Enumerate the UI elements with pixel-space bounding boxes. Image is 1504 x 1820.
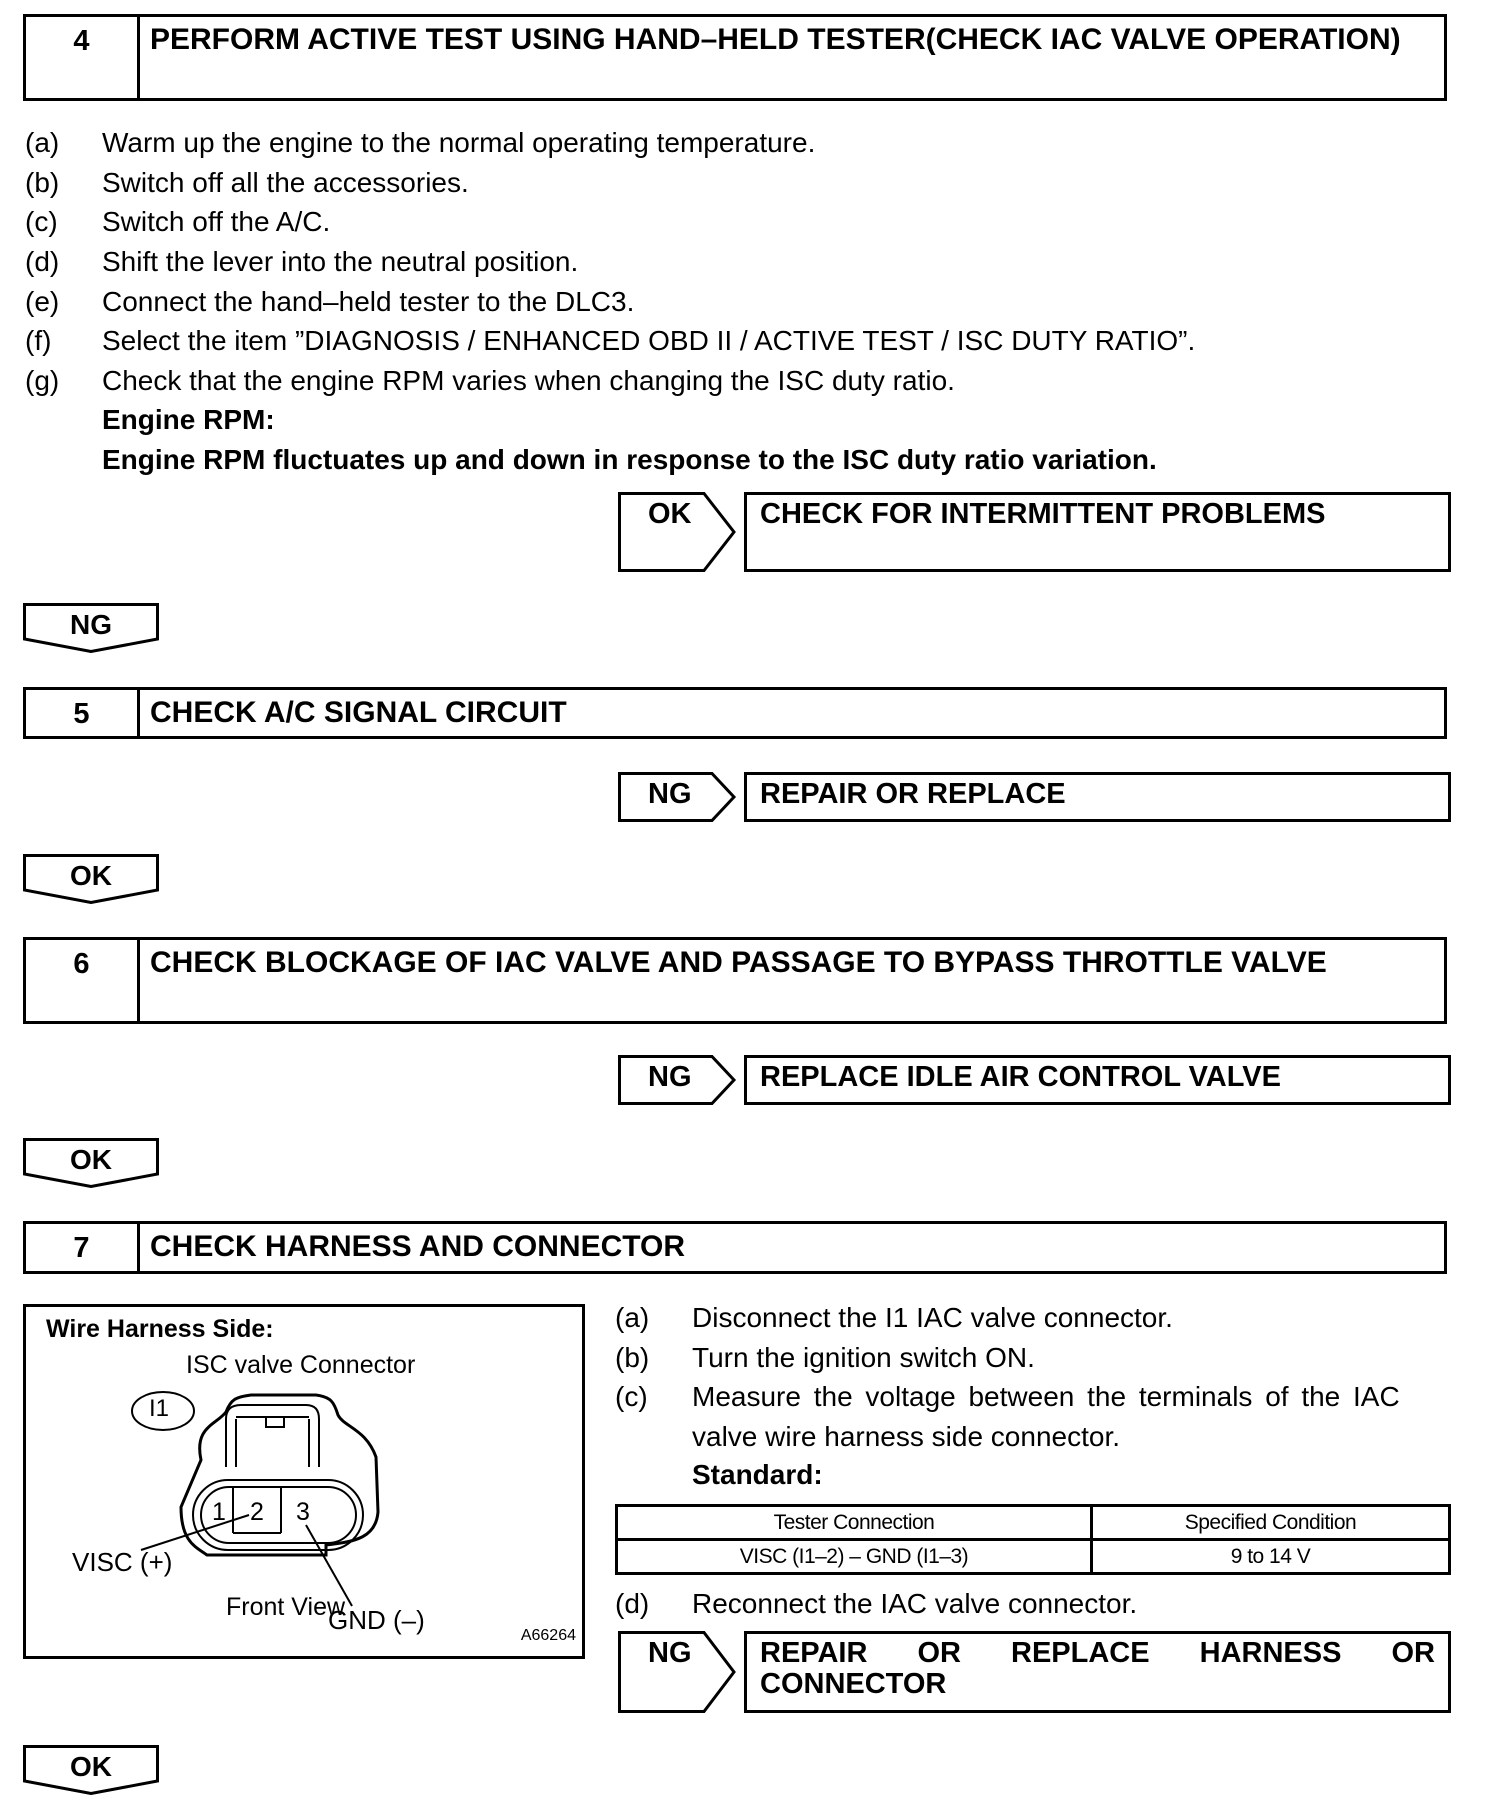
gnd-label: GND (–) bbox=[328, 1605, 425, 1635]
item-text: Switch off the A/C. bbox=[102, 206, 331, 237]
branch-result: CHECK FOR INTERMITTENT PROBLEMS bbox=[744, 492, 1451, 572]
connector-name: ISC valve Connector bbox=[186, 1351, 416, 1379]
table-header-row bbox=[617, 1506, 1450, 1540]
spec-label: Engine RPM: bbox=[102, 404, 275, 435]
down-label: OK bbox=[70, 860, 112, 891]
item-label: (d) bbox=[615, 1588, 650, 1619]
ng-branch-arrow bbox=[618, 1631, 738, 1713]
down-label: OK bbox=[70, 1751, 112, 1782]
item-label: (b) bbox=[615, 1342, 650, 1373]
standard-label: Standard: bbox=[692, 1459, 823, 1490]
front-view-label: Front View bbox=[226, 1593, 346, 1621]
branch-result: REPLACE IDLE AIR CONTROL VALVE bbox=[744, 1055, 1451, 1105]
ok-down-arrow bbox=[23, 1138, 159, 1188]
down-label: NG bbox=[70, 609, 112, 640]
ng-branch-arrow bbox=[618, 1055, 738, 1105]
step-title: CHECK HARNESS AND CONNECTOR bbox=[150, 1230, 686, 1263]
step-title: PERFORM ACTIVE TEST USING HAND–HELD TESTER(CHECK IAC VALVE OPERATION) bbox=[150, 23, 1401, 56]
branch-label: OK bbox=[648, 498, 692, 530]
item-label: (a) bbox=[615, 1302, 650, 1333]
item-text: Check that the engine RPM varies when changing the ISC duty ratio. bbox=[102, 365, 955, 396]
item-label: (d) bbox=[25, 246, 60, 277]
step-number: 6 bbox=[26, 940, 140, 1021]
table-cell: VISC (I1–2) – GND (I1–3) bbox=[617, 1540, 1092, 1574]
item-label: (c) bbox=[615, 1381, 648, 1412]
ok-down-arrow bbox=[23, 1745, 159, 1795]
item-text: Measure the voltage between the terminals of the IAC bbox=[692, 1381, 1400, 1412]
branch-result-text: REPAIR OR REPLACE HARNESS OR CONNECTOR bbox=[760, 1637, 1435, 1700]
ok-branch-arrow bbox=[618, 492, 738, 572]
item-text: Select the item ”DIAGNOSIS / ENHANCED OBD II / ACTIVE TEST / ISC DUTY RATIO”. bbox=[102, 325, 1196, 356]
pin-2: 2 bbox=[250, 1498, 264, 1526]
figure-code: A66264 bbox=[520, 1627, 576, 1644]
branch-label: NG bbox=[648, 1061, 692, 1093]
step-7-header bbox=[23, 1221, 1447, 1274]
step-number: 7 bbox=[26, 1224, 140, 1271]
item-label: (g) bbox=[25, 365, 60, 396]
item-label: (f) bbox=[25, 325, 52, 356]
spec-table bbox=[615, 1504, 1451, 1575]
item-label: (e) bbox=[25, 286, 60, 317]
connector-diagram bbox=[23, 1304, 585, 1659]
item-text: Turn the ignition switch ON. bbox=[692, 1342, 1035, 1373]
table-row bbox=[617, 1540, 1450, 1574]
visc-label: VISC (+) bbox=[72, 1547, 173, 1577]
connector-id: I1 bbox=[149, 1395, 170, 1422]
item-text: Shift the lever into the neutral position. bbox=[102, 246, 579, 277]
step-6-header bbox=[23, 937, 1447, 1024]
step-5-header bbox=[23, 687, 1447, 739]
step-number: 4 bbox=[26, 17, 140, 98]
item-label: (c) bbox=[25, 206, 58, 237]
ng-branch-arrow bbox=[618, 772, 738, 822]
branch-result bbox=[744, 1631, 1451, 1713]
pin-1: 1 bbox=[212, 1498, 226, 1526]
table-cell: 9 to 14 V bbox=[1091, 1540, 1449, 1574]
item-text: Disconnect the I1 IAC valve connector. bbox=[692, 1302, 1173, 1333]
item-text: Warm up the engine to the normal operating temperature. bbox=[102, 127, 816, 158]
step-4-header bbox=[23, 14, 1447, 101]
branch-result: REPAIR OR REPLACE bbox=[744, 772, 1451, 822]
ok-down-arrow bbox=[23, 854, 159, 904]
step-title: CHECK A/C SIGNAL CIRCUIT bbox=[150, 696, 567, 729]
item-text-continued: valve wire harness side connector. bbox=[692, 1421, 1120, 1452]
item-label: (b) bbox=[25, 167, 60, 198]
step-title: CHECK BLOCKAGE OF IAC VALVE AND PASSAGE TO BYPASS THROTTLE VALVE bbox=[150, 946, 1327, 979]
item-text: Connect the hand–held tester to the DLC3. bbox=[102, 286, 635, 317]
branch-label: NG bbox=[648, 1637, 692, 1669]
branch-label: NG bbox=[648, 778, 692, 810]
table-header: Specified Condition bbox=[1091, 1506, 1449, 1540]
item-text: Switch off all the accessories. bbox=[102, 167, 469, 198]
step-number: 5 bbox=[26, 690, 140, 736]
pin-3: 3 bbox=[296, 1498, 310, 1526]
down-label: OK bbox=[70, 1144, 112, 1175]
diagram-heading: Wire Harness Side: bbox=[46, 1315, 274, 1343]
item-text: Reconnect the IAC valve connector. bbox=[692, 1588, 1138, 1619]
item-label: (a) bbox=[25, 127, 60, 158]
spec-text: Engine RPM fluctuates up and down in response to the ISC duty ratio variation. bbox=[102, 444, 1157, 475]
table-header: Tester Connection bbox=[617, 1506, 1092, 1540]
ng-down-arrow bbox=[23, 603, 159, 653]
